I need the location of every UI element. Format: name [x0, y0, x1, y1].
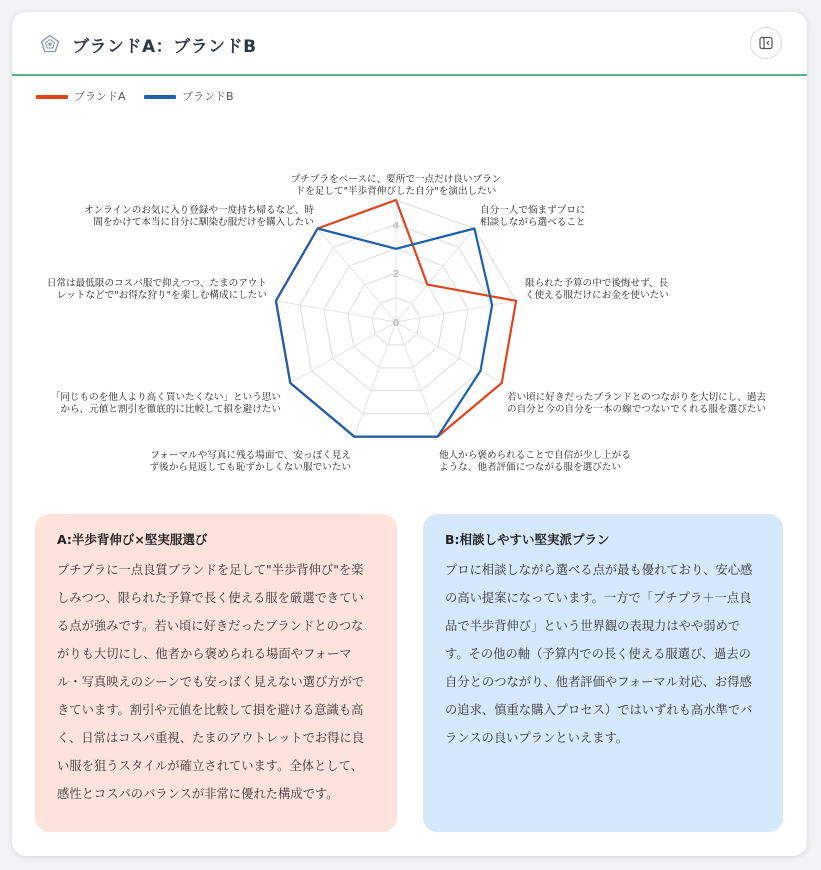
radar-spoke [396, 229, 474, 323]
comparison-card [12, 12, 807, 856]
summary-box-b [423, 514, 783, 832]
radar-axis-label: フォーマルや写真に残る場面で、安っぽく見えず後から見返しても恥ずかしくない服でいたい [149, 450, 351, 473]
radar-axis-label: 自分一人で悩まずプロに相談しながら選べること [480, 205, 586, 228]
radar-spoke [396, 322, 502, 383]
radar-spoke [354, 322, 396, 437]
summary-body-a: プチプラに一点良質ブランドを足して"半歩背伸び"を楽しみつつ、限られた予算で長く使える服を厳選できている点が強みです。若い頃に好きだったブランドとのつながりも大切にし、他者から褒められる場面やフォーマル・写真映えのシーンでも安っぽく見えない選び方ができています。割引や元値を比較して損を避ける意識も高く、日常はコスパ重視、たまのアウトレットでお得に良い服を狙うスタイルが確立されています。全体として、感性とコスパのバランスが非常に優れた構成です。 [57, 563, 365, 801]
radar-axis-label: 若い頃に好きだったブランドとのつながりを大切にし、過去の自分と今の自分を一本の線でつないでくれる服を選びたい [507, 392, 767, 415]
radar-chart [12, 12, 807, 502]
radar-axis-label: 「同じものを他人より高く買いたくない」という思いから、元値と割引を徹底的に比較して損を避けたい [50, 392, 281, 415]
legend-label-series-b: ブランドB [182, 90, 234, 103]
page-title: ブランドA：ブランドB [72, 37, 257, 57]
radar-series-b [276, 229, 492, 437]
radar-tick-label: 2 [392, 269, 400, 281]
radar-tick-label: 0 [392, 318, 400, 329]
summary-title-a: A:半歩背伸び×堅実服選び [57, 532, 208, 547]
summary-box-a [35, 514, 397, 832]
radar-axis-label: オンラインのお気に入り登録や一度持ち帰るなど、時間をかけて本当に自分に馴染む服だけを購入したい [84, 205, 314, 228]
radar-axis-label: プチプラをベースに、要所で一点だけ良いブランドを足して"半歩背伸びした自分"を演出したい [290, 174, 502, 197]
radar-spoke [290, 322, 396, 383]
radar-axis-label: 他人から褒められることで自信が少し上がるような、他者評価につながる服を選びたい [439, 450, 631, 473]
radar-tick-label: 4 [392, 220, 400, 232]
radar-spoke [396, 301, 516, 322]
summary-title-b: B:相談しやすい堅実派プラン [445, 532, 610, 547]
radar-axis-label: 日常は最低限のコスパ服で抑えつつ、たまのアウトレットなどで"お得な狩り"を楽しむ構成にしたい [46, 278, 267, 301]
summary-body-b: プロに相談しながら選べる点が最も優れており、安心感の高い提案になっています。一方で「プチプラ＋一点良品で半歩背伸び」という世界観の表現力はやや弱めです。その他の軸（予算内での長く使える服選び、過去の自分とのつながり、他者評価やフォーマル対応、お得感の追求、慎重な購入プロセス）ではいずれも高水準でバランスの良いプランといえます。 [445, 563, 753, 745]
radar-spoke [276, 301, 396, 322]
radar-spoke [318, 229, 396, 323]
radar-spoke [396, 322, 438, 437]
radar-axis-label: 限られた予算の中で後悔せず、長く使える服だけにお金を使いたい [525, 278, 669, 301]
legend-label-series-a: ブランドA [74, 90, 126, 103]
